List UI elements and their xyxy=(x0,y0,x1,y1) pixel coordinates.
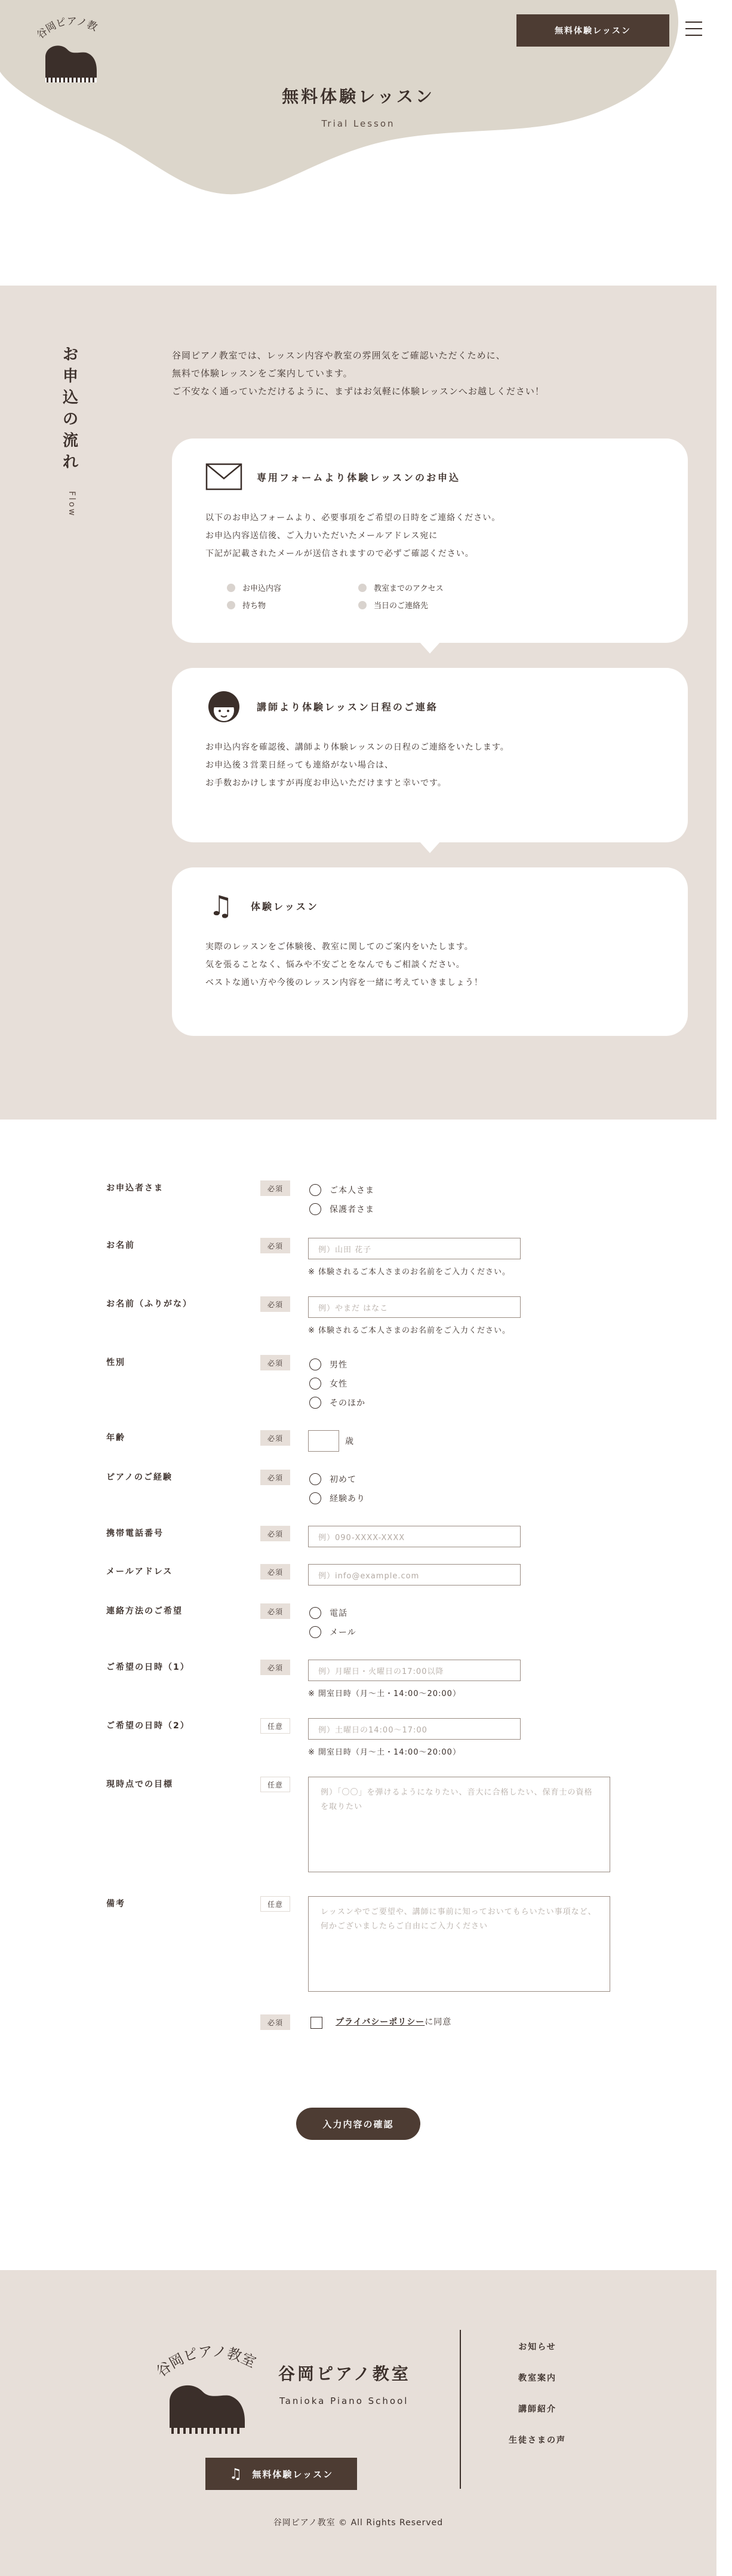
step-line: 実際のレッスンをご体験後、教室に関してのご案内をいたします。 xyxy=(205,942,473,952)
required-badge: 必須 xyxy=(260,1564,290,1580)
piano-logo-icon xyxy=(156,2344,258,2437)
step-line: お申込内容送信後、ご入力いただいたメールアドレス宛に xyxy=(205,531,438,541)
step-checklist xyxy=(227,582,525,611)
page-title: 無料体験レッスン xyxy=(282,87,435,106)
bullet-dot-icon xyxy=(227,601,235,609)
trial-form xyxy=(0,1120,716,2270)
field-label: お申込者さま xyxy=(106,1183,164,1193)
name-input[interactable]: 例）山田 花子 xyxy=(308,1238,521,1259)
step-line: 気を張ることなく、悩みや不安ごとをなんでもご相談ください。 xyxy=(205,960,465,970)
confirm-button[interactable]: 入力内容の確認 xyxy=(296,2108,420,2140)
radio-circle-icon xyxy=(309,1626,321,1638)
radio-option[interactable]: 初めて xyxy=(309,1470,365,1489)
step-line: 以下のお申込フォームより、必要事項をご希望の日時をご連絡ください。 xyxy=(205,513,501,523)
flow-intro xyxy=(172,346,545,400)
remarks-textarea[interactable]: レッスンやでご要望や、講師に事前に知っておいてもらいたい事項など、何かございましたらご自由にご入力ください xyxy=(308,1896,610,1992)
radio-option[interactable]: ご本人さま xyxy=(309,1180,374,1200)
optional-badge: 任意 xyxy=(260,1718,290,1734)
field-label: ご希望の日時（1） xyxy=(106,1663,190,1672)
flow-step-3 xyxy=(172,867,688,1036)
date-2-input[interactable]: 例）土曜日の14:00〜17:00 xyxy=(308,1718,521,1740)
flow-step-2 xyxy=(172,668,688,842)
optional-badge: 任意 xyxy=(260,1896,290,1912)
flow-step-1 xyxy=(172,438,688,643)
music-note-icon: ♫ xyxy=(718,42,732,59)
radio-option[interactable]: 保護者さま xyxy=(309,1200,374,1219)
age-input[interactable] xyxy=(308,1430,339,1452)
step-line: ベストな通い方や今後のレッスン内容を一緒に考えていきましょう！ xyxy=(205,978,483,988)
music-note-icon: ♫ xyxy=(229,2465,243,2482)
phone-input[interactable]: 例）090-XXXX-XXXX xyxy=(308,1526,521,1547)
field-label: メールアドレス xyxy=(106,1567,173,1577)
privacy-agreement xyxy=(336,2016,451,2028)
envelope-icon xyxy=(205,461,242,492)
footer-nav-voices[interactable]: 生徒さまの声 xyxy=(509,2436,566,2445)
field-label: お名前 xyxy=(106,1241,135,1250)
field-label: お名前（ふりがな） xyxy=(106,1299,192,1309)
required-badge: 必須 xyxy=(260,1296,290,1312)
required-badge: 必須 xyxy=(260,1526,290,1541)
footer-nav xyxy=(478,2341,597,2465)
required-badge: 必須 xyxy=(260,1430,290,1446)
privacy-suffix: に同意 xyxy=(425,2017,452,2027)
radio-option[interactable]: 電話 xyxy=(309,1603,356,1623)
radio-circle-icon xyxy=(309,1607,321,1619)
step-body xyxy=(205,938,483,992)
required-badge: 必須 xyxy=(260,1238,290,1253)
date-1-input[interactable]: 例）月曜日・火曜日の17:00以降 xyxy=(308,1660,521,1681)
radio-option[interactable]: メール xyxy=(309,1623,356,1642)
privacy-checkbox[interactable] xyxy=(310,2017,322,2029)
email-input[interactable]: 例）info@example.com xyxy=(308,1564,521,1586)
footer-nav-about[interactable]: 教室案内 xyxy=(518,2373,556,2383)
footer-cta-label: 無料体験レッスン xyxy=(252,2468,334,2480)
footer-school-name-en: Tanioka Piano School xyxy=(279,2396,409,2406)
step-body xyxy=(205,738,509,792)
optional-badge: 任意 xyxy=(260,1777,290,1792)
site-logo[interactable] xyxy=(37,16,103,87)
radio-circle-icon xyxy=(309,1358,321,1370)
teacher-face-icon xyxy=(205,691,242,722)
flow-section xyxy=(0,286,716,1120)
footer-divider xyxy=(460,2330,461,2489)
field-label: 備考 xyxy=(106,1899,125,1909)
kana-input[interactable]: 例）やまだ はなこ xyxy=(308,1296,521,1318)
radio-circle-icon xyxy=(309,1203,321,1215)
logo-text: 岡ピアノ教 xyxy=(44,16,99,35)
field-label: ご希望の日時（2） xyxy=(106,1721,190,1731)
step-line: お申込後３営業日経っても連絡がない場合は、 xyxy=(205,760,393,770)
field-note: ※ 開室日時（月〜土・14:00〜20:00） xyxy=(308,1689,461,1698)
field-note: ※ 開室日時（月〜土・14:00〜20:00） xyxy=(308,1748,461,1757)
required-badge: 必須 xyxy=(260,1603,290,1619)
footer-logo-text: 岡ピアノ教室 xyxy=(166,2344,258,2372)
radio-circle-icon xyxy=(309,1397,321,1409)
radio-circle-icon xyxy=(309,1184,321,1196)
music-note-icon: ♫ xyxy=(208,890,233,922)
header-trial-lesson-button[interactable] xyxy=(516,14,732,59)
radio-option[interactable]: 女性 xyxy=(309,1374,365,1393)
checklist-item: 持ち物 xyxy=(227,599,358,611)
applicant-radio-group xyxy=(309,1180,374,1219)
field-label: 携帯電話番号 xyxy=(106,1529,164,1538)
checklist-item: 当日のご連絡先 xyxy=(358,599,490,611)
step-arrow xyxy=(419,642,441,654)
field-label: 性別 xyxy=(106,1358,125,1367)
step-line: お申込内容を確認後、講師より体験レッスンの日程のご連絡をいたします。 xyxy=(205,743,509,752)
bullet-dot-icon xyxy=(358,584,367,592)
header-cta-label: 無料体験レッスン xyxy=(555,26,631,36)
step-line: 下記が記載されたメールが送信されますので必ずご確認ください。 xyxy=(205,549,474,559)
gender-radio-group xyxy=(309,1355,365,1412)
experience-radio-group xyxy=(309,1470,365,1508)
required-badge: 必須 xyxy=(260,2014,290,2030)
intro-line: 谷岡ピアノ教室では、レッスン内容や教室の雰囲気をご確認いただくために、 xyxy=(172,350,506,361)
radio-circle-icon xyxy=(309,1492,321,1504)
footer xyxy=(0,2270,716,2576)
footer-nav-teacher[interactable]: 講師紹介 xyxy=(518,2405,556,2414)
footer-trial-lesson-button[interactable] xyxy=(205,2458,357,2490)
step-arrow xyxy=(419,841,441,853)
page-subtitle: Trial Lesson xyxy=(321,118,395,129)
required-badge: 必須 xyxy=(260,1660,290,1675)
checklist-item: 教室までのアクセス xyxy=(358,582,490,593)
age-unit: 歳 xyxy=(345,1437,353,1446)
required-badge: 必須 xyxy=(260,1470,290,1485)
radio-option[interactable]: そのほか xyxy=(309,1393,365,1412)
piano-logo-icon xyxy=(37,16,103,87)
flow-title-text: お 申 込 の 流 れ xyxy=(62,346,79,471)
copyright: 谷岡ピアノ教室 © All Rights Reserved xyxy=(273,2518,444,2528)
field-label: 現時点での目標 xyxy=(106,1780,173,1789)
contact-radio-group xyxy=(309,1603,356,1642)
field-label: ピアノのご経験 xyxy=(106,1473,173,1482)
bullet-dot-icon xyxy=(358,601,367,609)
flow-title xyxy=(62,344,80,473)
hero xyxy=(0,0,732,287)
privacy-policy-link[interactable]: プライバシーポリシー xyxy=(336,2017,425,2027)
footer-logo[interactable] xyxy=(156,2344,258,2437)
footer-nav-news[interactable]: お知らせ xyxy=(518,2342,556,2352)
checklist-item: お申込内容 xyxy=(227,582,358,593)
step-body xyxy=(205,509,500,563)
field-note: ※ 体験されるご本人さまのお名前をご入力ください。 xyxy=(308,1268,511,1277)
step-title: 体験レッスン xyxy=(251,900,319,912)
radio-circle-icon xyxy=(309,1473,321,1485)
flow-title-en: Flow xyxy=(67,491,76,517)
radio-circle-icon xyxy=(309,1378,321,1390)
hamburger-icon[interactable] xyxy=(685,22,702,36)
step-line: お手数おかけしますが再度お申込いただけますと幸いです。 xyxy=(205,778,447,788)
intro-line: ご不安なく通っていただけるように、まずはお気軽に体験レッスンへお越しください！ xyxy=(172,386,545,397)
field-label: 連絡方法のご希望 xyxy=(106,1606,183,1616)
step-title: 専用フォームより体験レッスンのお申込 xyxy=(257,471,461,483)
intro-line: 無料で体験レッスンをご案内しています。 xyxy=(172,368,353,379)
field-label: 年齢 xyxy=(106,1433,125,1443)
bullet-dot-icon xyxy=(227,584,235,592)
footer-school-name: 谷岡ピアノ教室 xyxy=(278,2364,411,2384)
radio-option[interactable]: 経験あり xyxy=(309,1489,365,1508)
field-note: ※ 体験されるご本人さまのお名前をご入力ください。 xyxy=(308,1326,511,1335)
required-badge: 必須 xyxy=(260,1355,290,1370)
goal-textarea[interactable]: 例）「〇〇」を弾けるようになりたい、音大に合格したい、保育士の資格を取りたい xyxy=(308,1777,610,1872)
required-badge: 必須 xyxy=(260,1180,290,1196)
step-title: 講師より体験レッスン日程のご連絡 xyxy=(257,701,438,713)
radio-option[interactable]: 男性 xyxy=(309,1355,365,1374)
